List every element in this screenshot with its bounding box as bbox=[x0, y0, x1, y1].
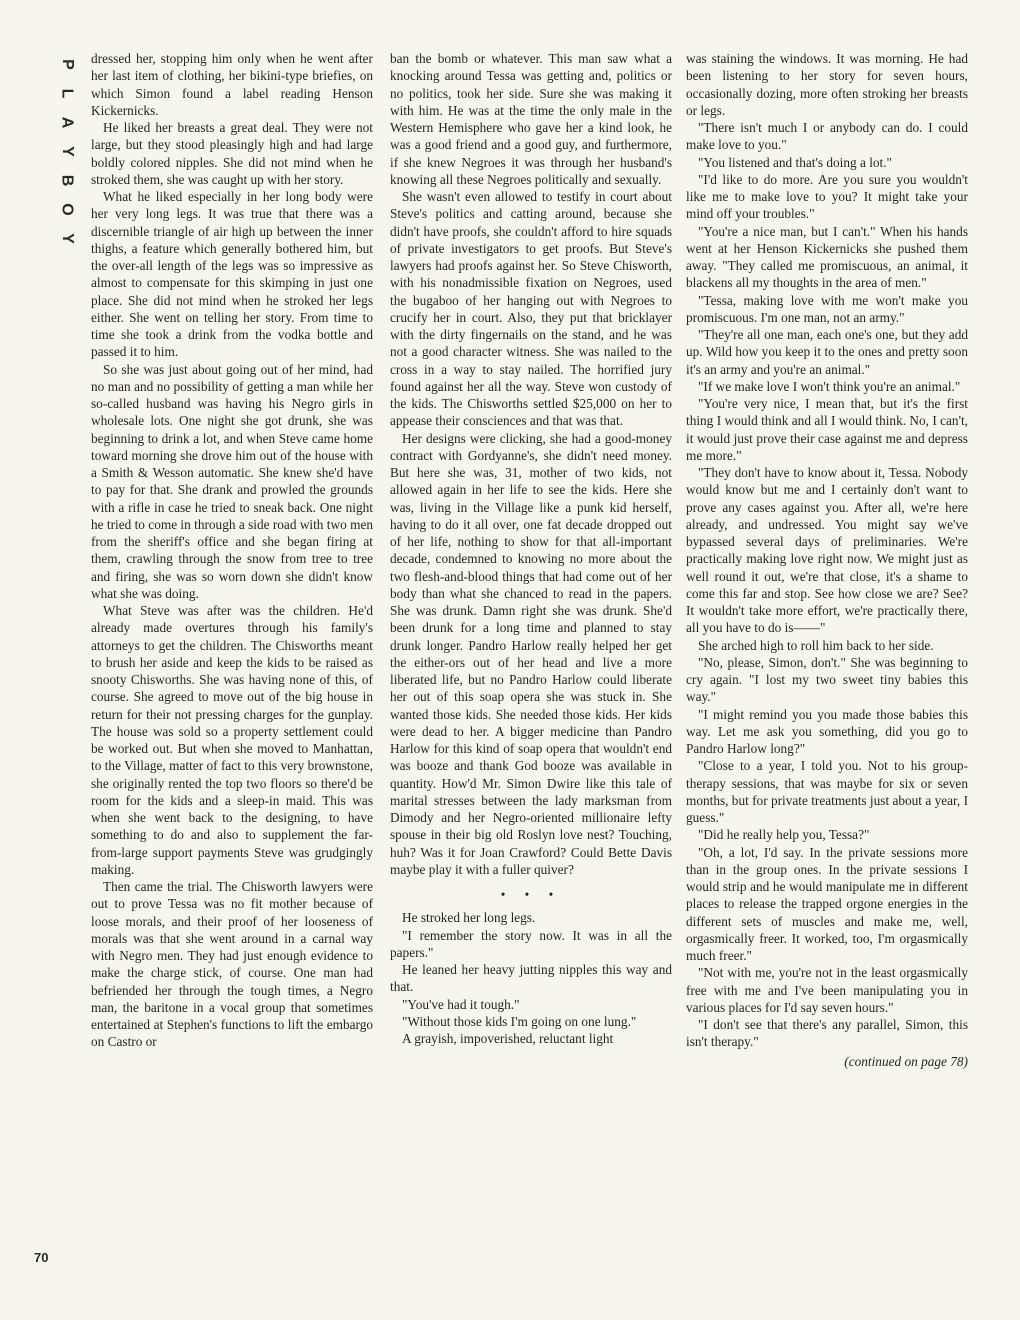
masthead-letter: B bbox=[58, 174, 76, 187]
masthead-letter: A bbox=[58, 116, 76, 129]
paragraph: "You've had it tough." bbox=[402, 996, 520, 1012]
masthead-letter: O bbox=[58, 203, 76, 216]
paragraph: "They don't have to know about it, Tessa. Nobody would know but me and I certainly don't want to prove any cases against you. After all, we're here already, and undressed. You might say we've bypassed several days of preliminaries. We're practically making love right now. We might just as well round it out, we're that close, it's a shame to come this far and stop. See how close we are? See? It wouldn't take more effort, we're practically there, all you have to do is——" bbox=[686, 465, 968, 636]
paragraph: "Tessa, making love with me won't make you promiscuous. I'm one man, not an army." bbox=[686, 292, 968, 325]
paragraph: "No, please, Simon, don't." She was beginning to cry again. "I lost my two sweet tiny babies this way." bbox=[686, 654, 968, 705]
paragraph: Then came the trial. The Chisworth lawyers were out to prove Tessa was no fit mother because of loose morals, and their proof of her looseness of morals was that she went around in a carnal way with Negro men. They had just enough evidence to make the charge stick, of course. One man had befriended her through the tough times, a Negro man, the baritone in a vocal group that sometimes entertained at Stephen's functions to lift the embargo on Castro or bbox=[91, 879, 373, 1050]
paragraph: A grayish, impoverished, reluctant light bbox=[402, 1031, 614, 1046]
paragraph: "If we make love I won't think you're an animal." bbox=[698, 378, 961, 394]
paragraph: "I might remind you you made those babies this way. Let me ask you something, did you go to Pandro Harlow long?" bbox=[686, 706, 968, 756]
paragraph: What Steve was after was the children. He'd already made overtures through his family's attorneys to get the children. The Chisworths meant to brush her aside and keep the kids to be raised as snooty Chisworths. She was having none of this, of course. She agreed to move out of the big house in return for their not pressing charges for the gunplay. The house was sold so a property settlement could be worked out. But when she moved to Manhattan, to the Village, matter of fact to this very brownstone, she originally rented the top two floors so there'd be room for the kids and a sleep-in maid. This was when she went back to the designing, to have something to do and also to supplement the far-from-large support payments Steve was grudgingly making. bbox=[91, 603, 373, 877]
continued-note: (continued on page 78) bbox=[844, 1053, 968, 1069]
paragraph: He liked her breasts a great deal. They were not large, but they stood pleasingly high and had large boldly colored nipples. She did not mind when he stroked them, she was caught up with her story. bbox=[91, 120, 373, 187]
paragraph: dressed her, stopping him only when he went after her last item of clothing, her bikini-type briefies, on which Simon found a label reading Henson Kickernicks. bbox=[91, 51, 373, 118]
paragraph: "You're a nice man, but I can't." When his hands went at her Henson Kickernicks she pushed them away. "They called me promiscuous, an animal, it blackens all my thoughts in the area of men." bbox=[686, 223, 968, 291]
paragraph: He leaned her heavy jutting nipples this way and that. bbox=[390, 962, 672, 995]
paragraph: "Not with me, you're not in the least orgasmically free with me and I've been manipulating you in various places for I'd say seven hours." bbox=[686, 965, 968, 1015]
paragraph: "There isn't much I or anybody can do. I could make love to you." bbox=[686, 120, 968, 153]
text-column-1 bbox=[91, 50, 373, 1051]
paragraph: "Oh, a lot, I'd say. In the private sessions more than in the group ones. In the private sessions I would strip and he would manipulate me in different places to release the trapped orgone energies in the different sets of muscles and make me, well, orgasmically freer. It worked, too, I'm orgasmically much freer." bbox=[686, 844, 968, 963]
text-column-2 bbox=[390, 50, 672, 1047]
paragraph: was staining the windows. It was morning. He had been listening to her story for seven hours, occasionally dozing, more often stroking her breasts or legs. bbox=[686, 51, 968, 118]
masthead-letter: Y bbox=[58, 146, 76, 157]
paragraph: What he liked especially in her long body were her very long legs. It was true that there was a discernible triangle of air high up between the inner thighs, a feature which generally bothered him, but the over-all length of the legs was so impressive as almost to compensate for this skimping in just one place. She did not mind when he stroked her legs either. She went on telling her story. From time to time she took a drink from the vodka bottle and passed it to him. bbox=[91, 189, 373, 360]
paragraph: She wasn't even allowed to testify in court about Steve's politics and catting around, because she didn't have proofs, she couldn't afford to hire squads of private investigators to get proofs. But Steve's lawyers had proofs against her. So Steve Chisworth, with his nonadmissible fixation on Negroes, used the bugaboo of her hanging out with Negroes to crucify her in court. Also, they put that bricklayer with the dirty fingernails on the stand, and he was not a good character witness. She was nailed to the cross in a way to stay nailed. The horrified jury found against her all the way. Steve won custody of the kids. The Chisworths settled $25,000 on her to appease their consciences and that was that. bbox=[390, 189, 672, 429]
paragraph: "They're all one man, each one's one, but they add up. Wild how you keep it to the ones and pretty soon it's an army and you're an animal." bbox=[686, 327, 968, 377]
paragraph: "Without those kids I'm going on one lung." bbox=[402, 1013, 637, 1029]
paragraph: "I'd like to do more. Are you sure you wouldn't like me to make love to you? It might take your mind off your troubles." bbox=[686, 171, 968, 222]
page-number: 70 bbox=[34, 1250, 49, 1265]
paragraph: ban the bomb or whatever. This man saw what a knocking around Tessa was getting and, politics or no politics, took her side. Sure she was making it with him. He was at the time the only male in the Western Hemisphere who gave her a kind look, he was a good friend and a good guy, and furthermore, if she knew Negroes it was through her husband's knowing all these Negroes politically and sexually. bbox=[390, 51, 672, 187]
paragraph: She arched high to roll him back to her side. bbox=[698, 637, 934, 653]
paragraph: "You listened and that's doing a lot." bbox=[698, 154, 892, 170]
paragraph: So she was just about going out of her mind, had no man and no possibility of getting a man while her so-called husband was having his Negro girls in wholesale lots. One night she got drunk, she was beginning to drink a lot, and when Steve came home toward morning she drove him out of the house with a Smith & Wesson automatic. She knew she'd have to pay for that. She drank and prowled the grounds with a rifle in case he tried to sneak back. One night he tried to come in through a side road with two men from the sheriff's office and she began firing at them, crawling through the snow from tree to tree and firing, she was so worn down she didn't know what she was doing. bbox=[91, 361, 373, 601]
masthead-letter: P bbox=[58, 59, 76, 70]
paragraph: He stroked her long legs. bbox=[402, 910, 536, 926]
paragraph: "I don't see that there's any parallel, Simon, this isn't therapy." bbox=[686, 1017, 968, 1050]
paragraph: Her designs were clicking, she had a good-money contract with Gordyanne's, she didn't need money. But here she was, 31, mother of two kids, not allowed again in her life to see the kids. Here she was, living in the Village like a punk kid herself, having to do it all over, one fat decade dropped out of her life, nothing to show for that all-important decade, condemned to knowing no more about the two flesh-and-blood things that had come out of her body than what she chanced to read in the papers. She was drunk. Damn right she was drunk. She'd been drunk for a long time and planned to stay drunk longer. Pandro Harlow really helped her get the either-ors out of her head and live a more liberated life, but no Pandro Harlow could liberate her out of this soap opera she was stuck in. She wanted those kids. She needed those kids. Her kids were dead to her. A bigger medicine than Pandro Harlow for this kind of soap opera that wouldn't end was booze and thank God booze was available in quantity. How'd Mr. Simon Dwire like this tale of marital stresses between the lady marksman from Dimody and her Negro-oriented millionaire lefty spouse in their big old Roslyn love nest? Touching, huh? Was it for Joan Crawford? Could Bette Davis maybe play it with a fuller quiver? bbox=[390, 430, 672, 877]
paragraph: "Close to a year, I told you. Not to his group-therapy sessions, that was maybe for six or seven months, but for private treatments just about a year, I guess." bbox=[686, 758, 968, 825]
masthead-letter: Y bbox=[58, 233, 76, 244]
text-column-3 bbox=[686, 50, 968, 1070]
paragraph: "Did he really help you, Tessa?" bbox=[698, 827, 870, 843]
section-separator: • • • bbox=[500, 887, 562, 902]
masthead-letter: L bbox=[58, 88, 76, 99]
masthead-vertical bbox=[56, 50, 78, 253]
paragraph: "You're very nice, I mean that, but it's the first thing I would think and all I would think. No, I can't, it would just prove their case against me and depress me more." bbox=[686, 396, 968, 463]
paragraph: "I remember the story now. It was in all the papers." bbox=[390, 927, 672, 960]
